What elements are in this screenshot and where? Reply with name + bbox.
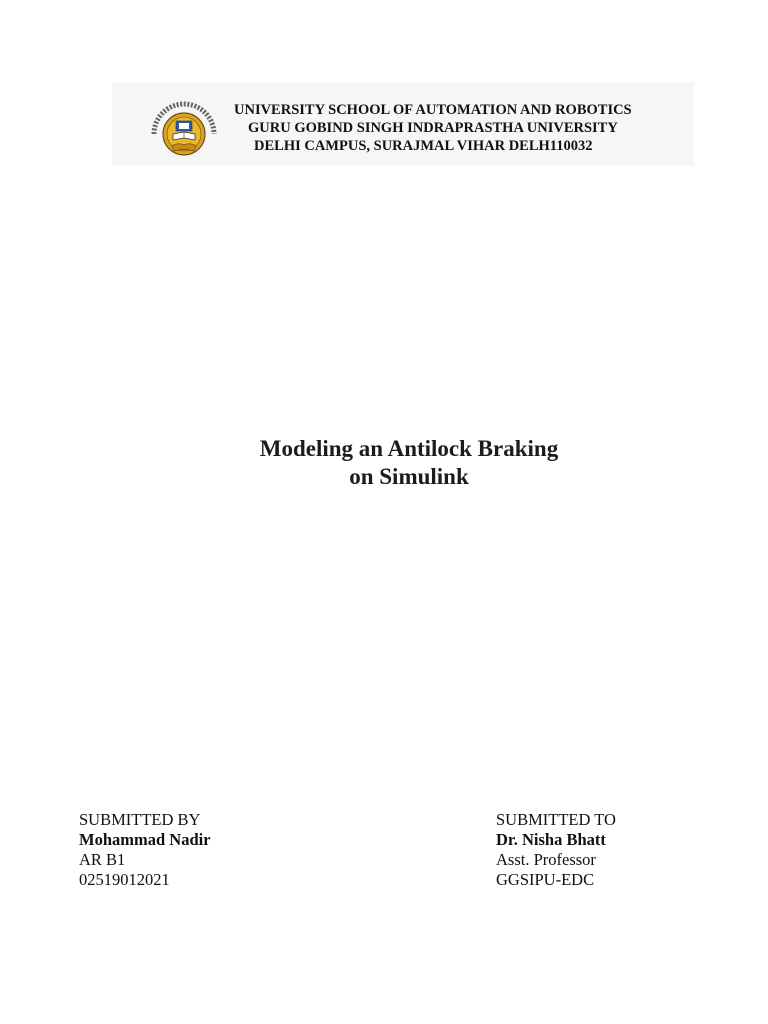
submitted-by-heading: SUBMITTED BY: [79, 810, 201, 829]
student-roll-number: 02519012021: [79, 870, 170, 889]
submitted-by-block: [79, 810, 211, 890]
faculty-department: GGSIPU-EDC: [496, 870, 595, 889]
institution-name: UNIVERSITY SCHOOL OF AUTOMATION AND ROBOTICS: [234, 102, 632, 118]
university-name: GURU GOBIND SINGH INDRAPRASTHA UNIVERSITY: [248, 120, 618, 136]
submitted-to-heading: SUBMITTED TO: [496, 810, 616, 829]
institution-header: [234, 101, 674, 155]
submitted-to-block: [496, 810, 616, 890]
student-name: Mohammad Nadir: [79, 830, 211, 849]
university-seal-icon: [146, 96, 222, 158]
faculty-designation: Asst. Professor: [496, 850, 596, 869]
faculty-name: Dr. Nisha Bhatt: [496, 830, 606, 849]
student-class: AR B1: [79, 850, 126, 869]
title-line-1: Modeling an Antilock Braking: [259, 436, 559, 461]
document-title: [150, 435, 668, 491]
title-line-2: on Simulink: [349, 464, 469, 489]
campus-address: DELHI CAMPUS, SURAJMAL VIHAR DELH110032: [254, 138, 593, 154]
